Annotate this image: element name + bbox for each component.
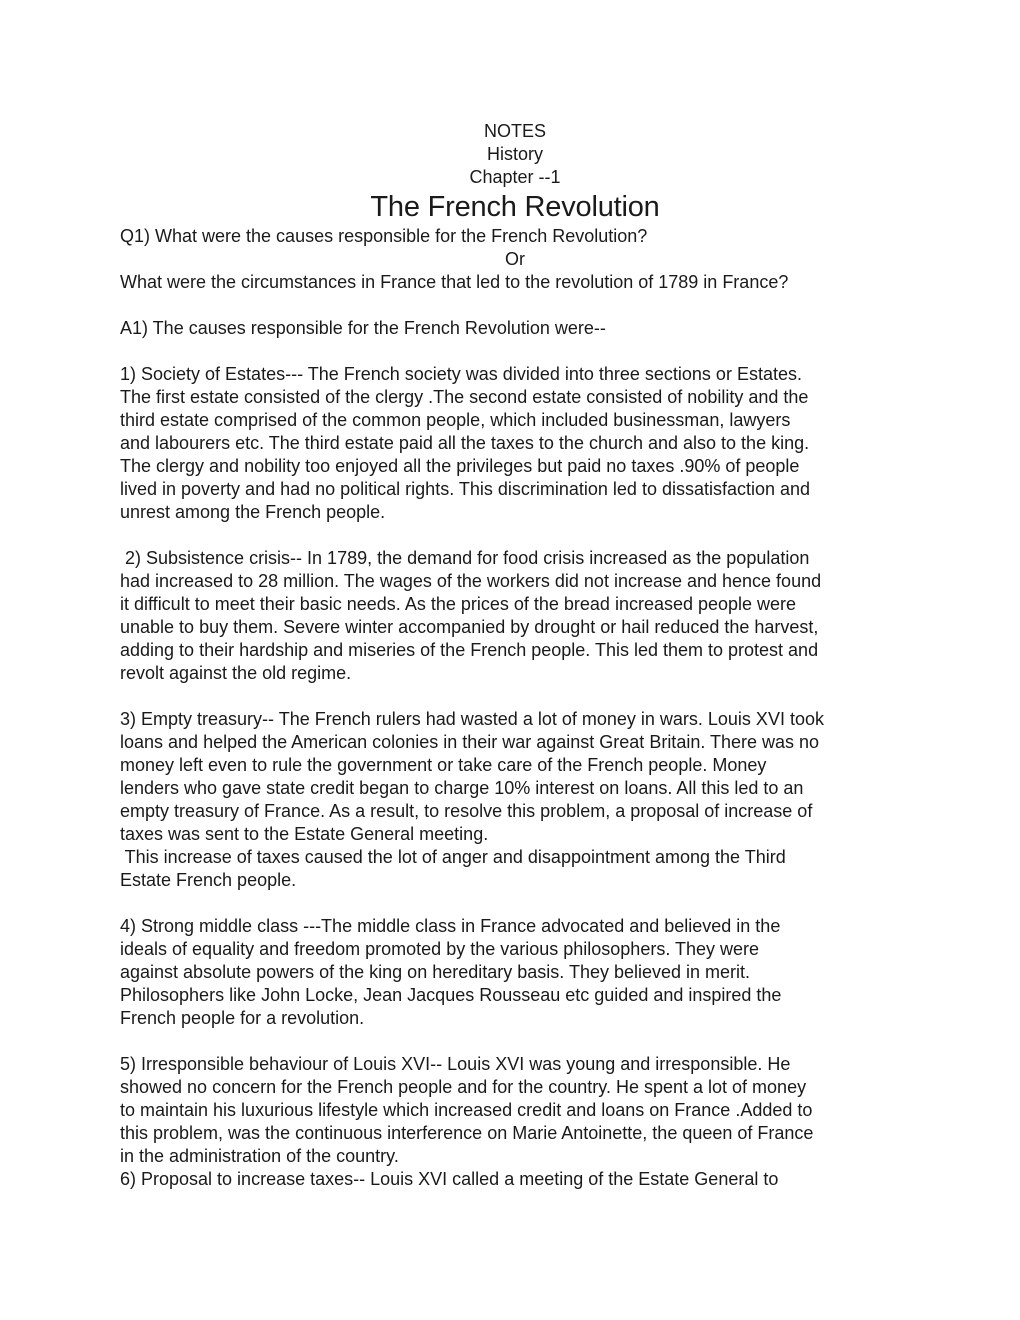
paragraph-line: 5) Irresponsible behaviour of Louis XVI-- Louis XVI was young and irresponsible. He: [120, 1054, 791, 1074]
question-text: Q1) What were the causes responsible for the French Revolution?: [120, 226, 648, 246]
paragraph-line: 3) Empty treasury-- The French rulers had wasted a lot of money in wars. Louis XVI took: [120, 709, 824, 729]
paragraph-line: 4) Strong middle class ---The middle class in France advocated and believed in the: [120, 916, 781, 936]
notes-heading: NOTES: [483, 121, 546, 141]
page-title: The French Revolution: [370, 191, 660, 223]
paragraph-line: to maintain his luxurious lifestyle which increased credit and loans on France .Added to: [120, 1100, 813, 1120]
paragraph-line: it difficult to meet their basic needs. As the prices of the bread increased people were: [120, 594, 797, 614]
paragraph-society-of-estates: [120, 363, 910, 524]
paragraph-line: money left even to rule the government or take care of the French people. Money: [120, 755, 767, 775]
paragraph-line: The clergy and nobility too enjoyed all the privileges but paid no taxes .90% of people: [120, 456, 800, 476]
answer-intro: A1) The causes responsible for the French Revolution were--: [120, 318, 606, 338]
paragraph-line: adding to their hardship and miseries of the French people. This led them to protest and: [120, 640, 819, 660]
paragraph-line: French people for a revolution.: [120, 1008, 365, 1028]
question-alt-text: What were the circumstances in France that led to the revolution of 1789 in France?: [120, 272, 789, 292]
paragraph-line: and labourers etc. The third estate paid all the taxes to the church and also to the king.: [120, 433, 810, 453]
paragraph-louis-xvi: [120, 1053, 910, 1191]
paragraph-subsistence-crisis: [120, 547, 910, 685]
paragraph-line: had increased to 28 million. The wages of the workers did not increase and hence found: [120, 571, 822, 591]
paragraph-line: showed no concern for the French people and for the country. He spent a lot of money: [120, 1077, 807, 1097]
paragraph-line: unrest among the French people.: [120, 502, 386, 522]
paragraph-line: lived in poverty and had no political rights. This discrimination led to dissatisfaction and: [120, 479, 811, 499]
paragraph-line: taxes was sent to the Estate General meeting.: [120, 824, 489, 844]
paragraph-line: unable to buy them. Severe winter accompanied by drought or hail reduced the harvest,: [120, 617, 819, 637]
paragraph-line: this problem, was the continuous interference on Marie Antoinette, the queen of France: [120, 1123, 814, 1143]
paragraph-line: ideals of equality and freedom promoted by the various philosophers. They were: [120, 939, 760, 959]
subject-heading: History: [486, 144, 543, 164]
paragraph-line: Estate French people.: [120, 870, 297, 890]
document-page: [120, 120, 910, 1191]
paragraph-line: The first estate consisted of the clergy .The second estate consisted of nobility and the: [120, 387, 809, 407]
paragraph-line: 6) Proposal to increase taxes-- Louis XVI called a meeting of the Estate General to: [120, 1169, 779, 1189]
paragraph-strong-middle-class: [120, 915, 910, 1030]
paragraph-line: third estate comprised of the common people, which included businessman, lawyers: [120, 410, 791, 430]
chapter-heading: Chapter --1: [469, 167, 561, 187]
paragraph-line: lenders who gave state credit began to charge 10% interest on loans. All this led to an: [120, 778, 804, 798]
paragraph-line: 1) Society of Estates--- The French society was divided into three sections or Estates.: [120, 364, 802, 384]
paragraph-line: empty treasury of France. As a result, to resolve this problem, a proposal of increase of: [120, 801, 813, 821]
paragraph-line: 2) Subsistence crisis-- In 1789, the demand for food crisis increased as the population: [120, 548, 810, 568]
or-separator: Or: [505, 249, 525, 269]
paragraph-line: This increase of taxes caused the lot of anger and disappointment among the Third: [120, 847, 786, 867]
paragraph-line: against absolute powers of the king on hereditary basis. They believed in merit.: [120, 962, 751, 982]
paragraph-empty-treasury: [120, 708, 910, 892]
paragraph-line: in the administration of the country.: [120, 1146, 399, 1166]
paragraph-line: Philosophers like John Locke, Jean Jacques Rousseau etc guided and inspired the: [120, 985, 782, 1005]
paragraph-line: loans and helped the American colonies in their war against Great Britain. There was no: [120, 732, 820, 752]
paragraph-line: revolt against the old regime.: [120, 663, 352, 683]
